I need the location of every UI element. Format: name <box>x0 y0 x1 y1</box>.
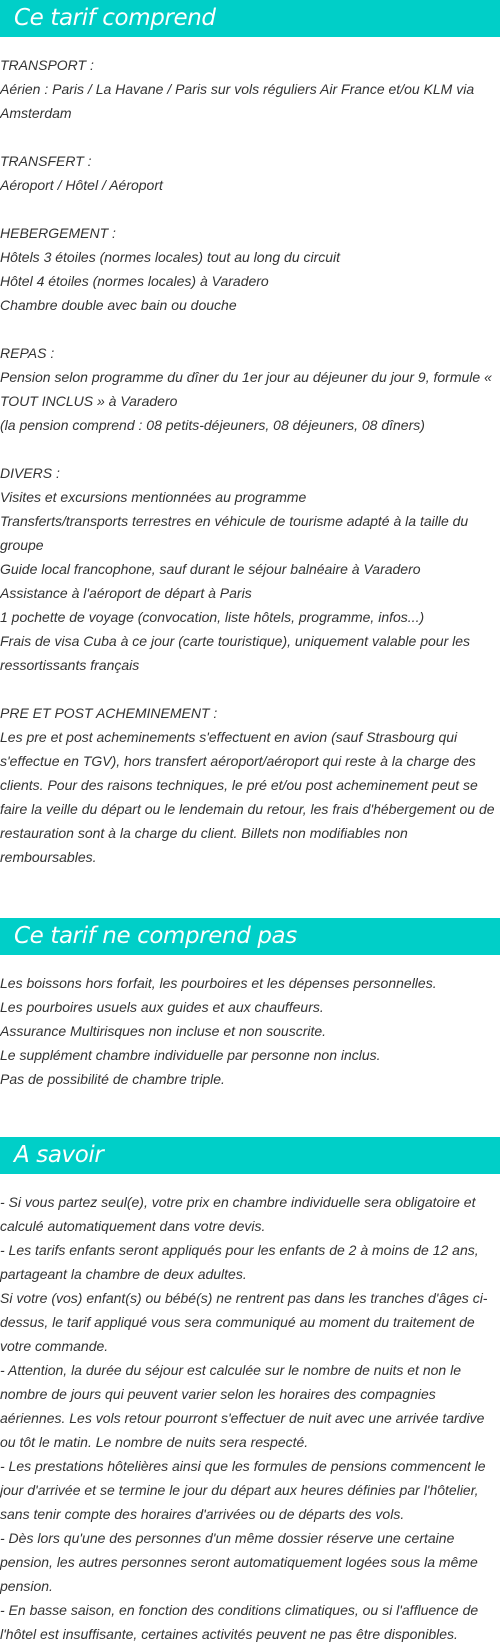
spacer <box>0 317 498 341</box>
block-divers <box>0 461 498 677</box>
block-heading-transport: TRANSPORT : <box>0 57 94 73</box>
block-heading-repas: REPAS : <box>0 345 55 361</box>
list-item: Les boissons hors forfait, les pourboires et les dépenses personnelles. <box>0 975 437 991</box>
block-heading-hebergement: HEBERGEMENT : <box>0 225 116 241</box>
list-item: Les pourboires usuels aux guides et aux chauffeurs. <box>0 999 324 1015</box>
section-body-a-savoir <box>0 1174 500 1646</box>
block-line: 1 pochette de voyage (convocation, liste hôtels, programme, infos...) <box>0 609 425 625</box>
spacer <box>0 677 498 701</box>
block-line: Frais de visa Cuba à ce jour (carte touristique), uniquement valable pour les ressortissants français <box>0 633 471 673</box>
block-heading-divers: DIVERS : <box>0 465 60 481</box>
block-repas <box>0 341 498 437</box>
section-header-included <box>0 0 500 37</box>
block-heading-transfert: TRANSFERT : <box>0 153 92 169</box>
block-line: Aérien : Paris / La Havane / Paris sur vols réguliers Air France et/ou KLM via Amsterdam <box>0 81 475 121</box>
block-hebergement <box>0 221 498 317</box>
section-title-included: Ce tarif comprend <box>14 5 216 31</box>
block-pre-post <box>0 701 498 869</box>
list-item: Le supplément chambre individuelle par personne non inclus. <box>0 1047 381 1063</box>
list-item: - Les tarifs enfants seront appliqués pour les enfants de 2 à moins de 12 ans, partageant la chambre de deux adultes. <box>0 1242 479 1282</box>
block-line: Assistance à l'aéroport de départ à Paris <box>0 585 252 601</box>
list-item: - Les prestations hôtelières ainsi que les formules de pensions commencent le jour d'arrivée et se termine le jour du départ aux heures définies par l'hôtelier, sans tenir compte des horaires d'arrivées ou de départs des vols. <box>0 1458 486 1522</box>
list-item: - Dès lors qu'une des personnes d'un même dossier réserve une certaine pension, les autres personnes seront automatiquement logées sous la même pension. <box>0 1530 478 1594</box>
block-line: Hôtels 3 étoiles (normes locales) tout au long du circuit <box>0 249 341 265</box>
list-item: Si votre (vos) enfant(s) ou bébé(s) ne rentrent pas dans les tranches d'âges ci-dessus, le tarif appliqué vous sera communiqué au moment du traitement de votre commande. <box>0 1290 488 1354</box>
list-item: - Si vous partez seul(e), votre prix en chambre individuelle sera obligatoire et calculé automatiquement dans votre devis. <box>0 1194 476 1234</box>
spacer <box>0 125 498 149</box>
section-header-a-savoir <box>0 1137 500 1174</box>
block-transfert <box>0 149 498 197</box>
section-body-not-included <box>0 955 500 1091</box>
spacer <box>0 197 498 221</box>
block-line: Visites et excursions mentionnées au programme <box>0 489 307 505</box>
section-not-included <box>0 869 500 1091</box>
list-item: - Attention, la durée du séjour est calculée sur le nombre de nuits et non le nombre de jours qui peuvent varier selon les horaires des compagnies aériennes. Les vols retour pourront s'effectuer de nuit avec une arrivée tardive ou tôt le matin. Le nombre de nuits sera respecté. <box>0 1362 485 1450</box>
block-line: Pension selon programme du dîner du 1er jour au déjeuner du jour 9, formule « TOUT INCLUS » à Varadero <box>0 369 492 409</box>
block-heading-pre-post: PRE ET POST ACHEMINEMENT : <box>0 705 218 721</box>
block-line: Les pre et post acheminements s'effectuent en avion (sauf Strasbourg qui s'effectue en TGV), hors transfert aéroport/aéroport qui reste à la charge des clients. Pour des raisons techniques, le pré et/ou post acheminement peut se faire la veille du départ ou le lendemain du retour, les frais d'hébergement ou de restauration sont à la charge du client. Billets non modifiables non remboursables. <box>0 729 495 865</box>
block-line: Guide local francophone, sauf durant le séjour balnéaire à Varadero <box>0 561 421 577</box>
list-item: - En basse saison, en fonction des conditions climatiques, ou si l'affluence de l'hôtel est insuffisante, certaines activités peuvent ne pas être disponibles. <box>0 1602 479 1642</box>
spacer <box>0 437 498 461</box>
block-transport <box>0 53 498 125</box>
section-title-a-savoir: A savoir <box>14 1142 104 1168</box>
block-line: Aéroport / Hôtel / Aéroport <box>0 177 163 193</box>
block-line: Chambre double avec bain ou douche <box>0 297 237 313</box>
block-line: Hôtel 4 étoiles (normes locales) à Varadero <box>0 273 269 289</box>
block-line: (la pension comprend : 08 petits-déjeuners, 08 déjeuners, 08 dîners) <box>0 417 425 433</box>
section-header-not-included <box>0 918 500 955</box>
list-item: Assurance Multirisques non incluse et non souscrite. <box>0 1023 327 1039</box>
section-a-savoir <box>0 1091 500 1646</box>
section-title-not-included: Ce tarif ne comprend pas <box>14 923 297 949</box>
block-line: Transferts/transports terrestres en véhicule de tourisme adapté à la taille du groupe <box>0 513 469 553</box>
section-body-included <box>0 37 500 869</box>
list-item: Pas de possibilité de chambre triple. <box>0 1071 225 1087</box>
